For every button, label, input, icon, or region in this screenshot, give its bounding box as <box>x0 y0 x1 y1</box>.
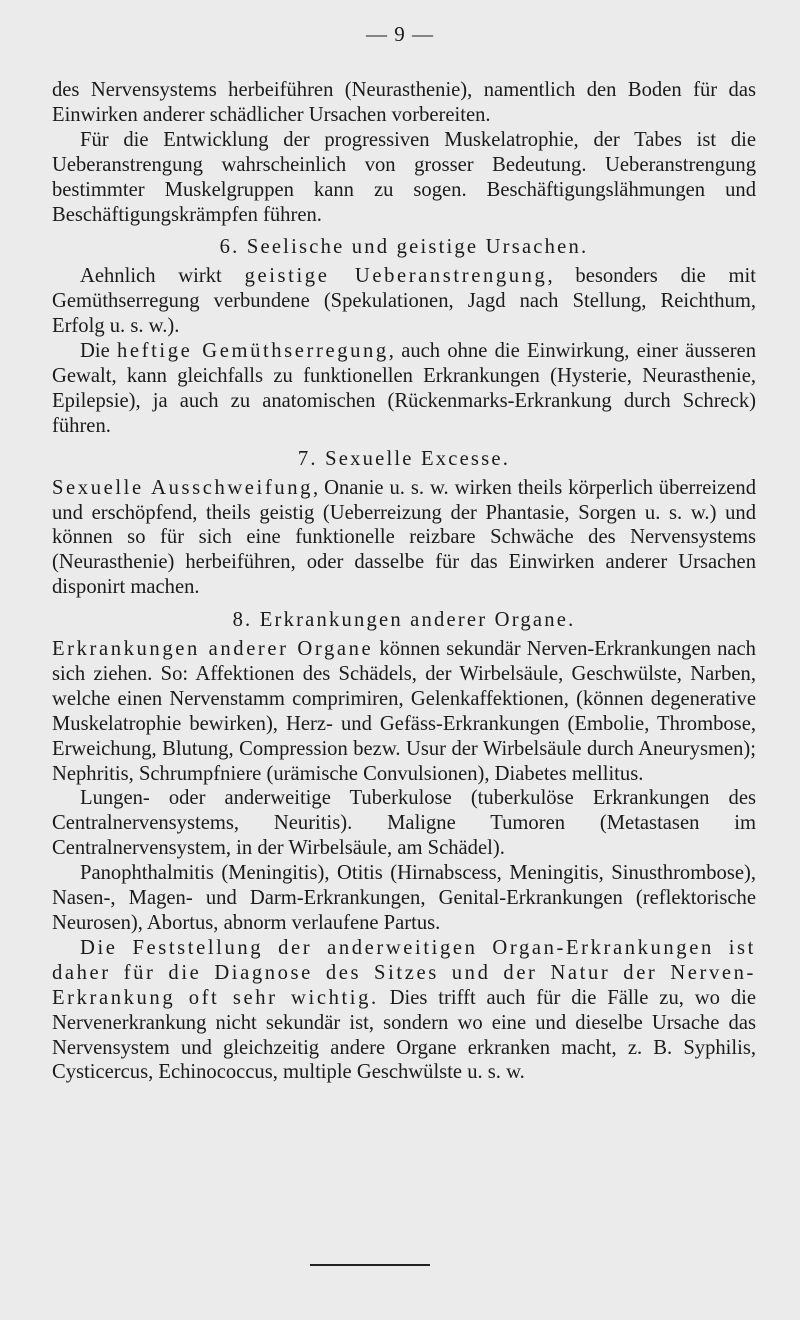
spaced-term: Erkrankungen anderer Organe <box>52 638 374 661</box>
paragraph: des Nervensystems herbeiführen (Neurasthenie), namentlich den Boden für das Einwirken anderer schädlicher Ursachen vorbereiten. <box>52 79 756 126</box>
section-heading-8: 8. Erkrankungen anderer Organe. <box>232 609 576 632</box>
text-run: , Onanie u. s. w. wirken theils körperlich überreizend und erschöpfend, theils geistig (Ueberreizung der Phantasie, Sorgen u. s. w.) und können so für sich eine funktionelle reizbare Schwäche des Nervensystems (Neurasthenie) herbeiführen, oder dasselbe für das Einwirken anderer Ursachen disponirt machen. <box>52 476 756 599</box>
end-rule <box>310 1264 430 1266</box>
spaced-term: heftige Gemüthserregung <box>117 340 389 363</box>
body-text <box>52 78 756 1085</box>
paragraph <box>52 637 756 786</box>
paragraph: Lungen- oder anderweitige Tuberkulose (tuberkulöse Erkrankungen des Centralnervensystems, Neuritis). Maligne Tumoren (Metastasen im Centralnervensystem, in der Wirbelsäule, am Schädel). <box>52 787 756 860</box>
spaced-term: Sexuelle Ausschweifung <box>52 476 314 499</box>
section-heading-6: 6. Seelische und geistige Ursachen. <box>219 236 589 259</box>
paragraph: Panophthalmitis (Meningitis), Otitis (Hirnabscess, Meningitis, Sinusthrombose), Nasen-, Magen- und Darm-Erkrankungen, Genital-Erkrankungen (reflektorische Neurosen), Abortus, abnorm verlaufene Partus. <box>52 862 756 934</box>
text-run: , auch ohne die Einwirkung, einer äusseren Gewalt, kann gleichfalls zu funktionellen Erkrankungen (Hysterie, Neurasthenie, Epilepsie), ja auch zu anatomischen (Rückenmarks-Erkrankung durch Schreck) führen. <box>52 340 756 437</box>
section-heading-7: 7. Sexuelle Excesse. <box>297 447 511 470</box>
paragraph: Für die Entwicklung der progressiven Muskelatrophie, der Tabes ist die Ueberanstrengung wahrscheinlich von grosser Bedeutung. Ueberanstrengung bestimmter Muskelgruppen kann zu sogen. Beschäftigungslähmungen und Beschäftigungskrämpfen führen. <box>52 128 756 226</box>
paragraph <box>52 339 756 439</box>
text-run: Aehnlich wirkt <box>80 265 245 288</box>
spaced-term: geistige Ueberanstrengung <box>244 265 548 288</box>
text-run: , besonders die mit Gemüthserregung verbundene (Spekulationen, Jagd nach Stellung, Reichthum, Erfolg u. s. w.). <box>52 265 756 338</box>
paragraph <box>52 264 756 339</box>
text-run: Dies trifft auch für die Fälle zu, wo die Nervenerkrankung nicht sekundär ist, sondern wo eine und dieselbe Ursache das Nervensystem und gleichzeitig andere Organe erkranken macht, z. B. Syphilis, Cysticercus, Echinococcus, multiple Geschwülste u. s. w. <box>52 986 756 1084</box>
text-run: können sekundär Nerven-Erkrankungen nach sich ziehen. So: Affektionen des Schädels, der Wirbelsäule, Geschwülste, Narben, welche einen Nervenstamm comprimiren, Gelenkaffektionen, (können degenerative Muskelatrophie bewirken), Herz- und Gefäss-Erkrankungen (Embolie, Thrombose, Erweichung, Blutung, Compression bezw. Usur der Wirbelsäule durch Aneurysmen); Nephritis, Schrumpfniere (urämische Convulsionen), Diabetes mellitus. <box>52 638 756 785</box>
spaced-term: Die Feststellung der anderweitigen Organ-Erkrankungen ist daher für die Diagnose des Sitzes und der Natur der Nerven-Erkrankung oft sehr wichtig. <box>52 936 756 1009</box>
paragraph <box>52 476 756 601</box>
page-number: — 9 — <box>366 22 434 46</box>
paragraph <box>52 936 756 1085</box>
text-run: Die <box>80 340 117 363</box>
